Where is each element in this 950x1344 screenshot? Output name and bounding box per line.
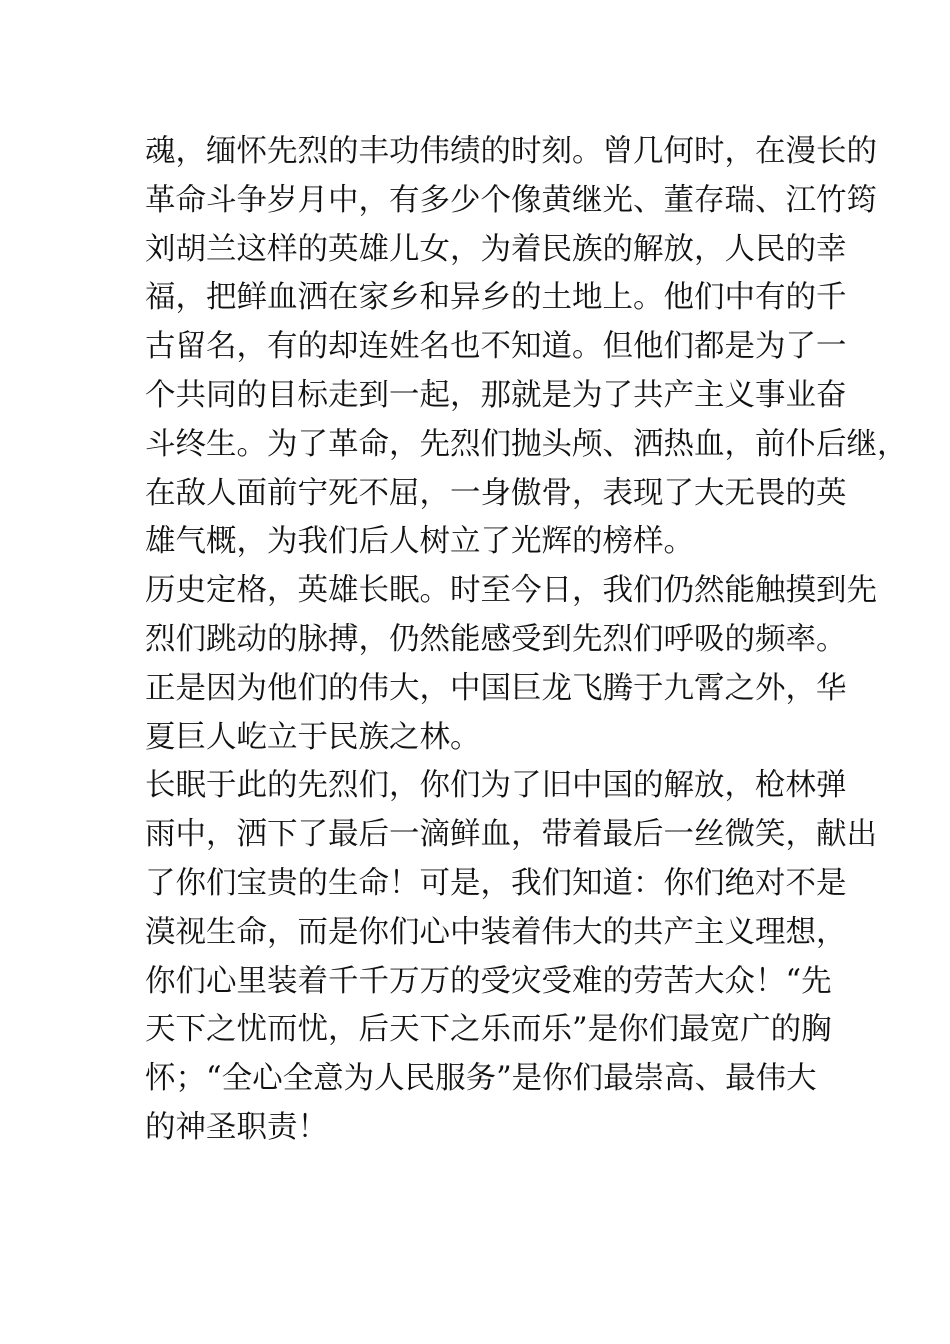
text-line: 历史定格，英雄长眠。时至今日，我们仍然能触摸到先 (145, 573, 877, 609)
text-line: 个共同的目标走到一起，那就是为了共产主义事业奋 (145, 377, 847, 413)
text-line: 魂，缅怀先烈的丰功伟绩的时刻。曾几何时，在漫长的 (145, 134, 877, 169)
text-line: 古留名，有的却连姓名也不知道。但他们都是为了一 (145, 329, 847, 365)
text-line: 了你们宝贵的生命！可是，我们知道：你们绝对不是 (145, 865, 847, 901)
text-line: 正是因为他们的伟大，中国巨龙飞腾于九霄之外，华 (145, 670, 847, 706)
text-line: 你们心里装着千千万万的受灾受难的劳苦大众！“先 (145, 963, 832, 999)
text-line: 烈们跳动的脉搏，仍然能感受到先烈们呼吸的频率。 (145, 621, 847, 657)
text-line: 长眠于此的先烈们，你们为了旧中国的解放，枪林弹 (145, 768, 847, 804)
text-line: 天下之忧而忧，后天下之乐而乐”是你们最宽广的胸 (145, 1012, 832, 1048)
text-line: 斗终生。为了革命，先烈们抛头颅、洒热血，前仆后继， (145, 426, 908, 462)
paragraph-end-line: 雄气概，为我们后人树立了光辉的榜样。 (145, 524, 694, 560)
text-line: 怀；“全心全意为人民服务”是你们最崇高、最伟大 (145, 1061, 817, 1097)
body-text (145, 128, 908, 1153)
paragraph-end-line: 夏巨人屹立于民族之林。 (145, 719, 481, 755)
text-line: 刘胡兰这样的英雄儿女，为着民族的解放，人民的幸 (145, 231, 847, 267)
text-line: 在敌人面前宁死不屈，一身傲骨，表现了大无畏的英 (145, 475, 847, 511)
text-line: 革命斗争岁月中，有多少个像黄继光、董存瑞、江竹筠 (145, 182, 877, 218)
paragraph-end-line: 的神圣职责！ (145, 1109, 328, 1145)
text-line: 雨中，洒下了最后一滴鲜血，带着最后一丝微笑，献出 (145, 817, 877, 853)
text-line: 福，把鲜血洒在家乡和异乡的土地上。他们中有的千 (145, 280, 847, 316)
text-line: 漠视生命，而是你们心中装着伟大的共产主义理想， (145, 914, 847, 950)
